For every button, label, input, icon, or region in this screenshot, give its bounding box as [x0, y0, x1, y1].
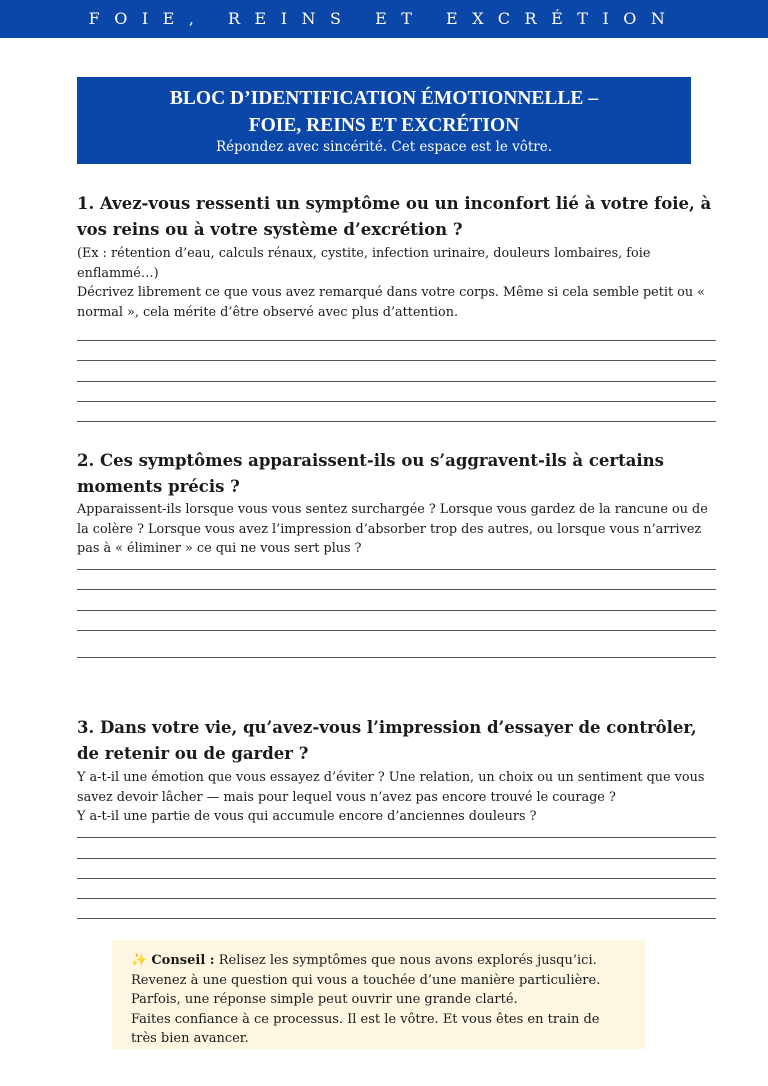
title-box — [77, 77, 691, 164]
answer-line[interactable] — [77, 589, 716, 590]
answer-line[interactable] — [77, 657, 716, 658]
question-3-followup: Y a-t-il une partie de vous qui accumule encore d’anciennes douleurs ? — [77, 809, 537, 824]
tip-box — [112, 940, 645, 1049]
answer-line[interactable] — [77, 858, 716, 859]
question-1-examples: (Ex : rétention d’eau, calculs rénaux, cystite, infection urinaire, douleurs lombaires, foie enflammé…) — [77, 246, 651, 281]
sparkle-icon: ✨ — [131, 953, 148, 968]
answer-line[interactable] — [77, 569, 716, 570]
tip-line-1: Relisez les symptômes que nous avons explorés jusqu’ici. — [218, 953, 597, 968]
page-banner: FOIE, REINS ET EXCRÉTION — [0, 0, 768, 38]
tip-line-2: Revenez à une question qui vous a touchée d’une manière particulière. — [131, 972, 601, 988]
answer-line[interactable] — [77, 630, 716, 631]
question-2-title: 2. Ces symptômes apparaissent-ils ou s’aggravent-ils à certains moments précis ? — [77, 451, 664, 496]
answer-line[interactable] — [77, 340, 716, 341]
answer-line[interactable] — [77, 918, 716, 919]
question-1-title: 1. Avez-vous ressenti un symptôme ou un inconfort lié à votre foie, à vos reins ou à votre système d’excrétion ? — [77, 194, 712, 239]
answer-line[interactable] — [77, 360, 716, 361]
answer-line[interactable] — [77, 381, 716, 382]
page-title-line-2: FOIE, REINS ET EXCRÉTION — [248, 115, 520, 136]
page-title-line-1: BLOC D’IDENTIFICATION ÉMOTIONNELLE – — [169, 88, 599, 109]
question-1 — [77, 191, 717, 322]
question-2 — [77, 448, 717, 559]
question-1-instructions: Décrivez librement ce que vous avez remarqué dans votre corps. Même si cela semble petit ou « normal », cela mérite d’être observé avec plus d’attention. — [77, 285, 706, 320]
tip-label: Conseil : — [151, 953, 215, 968]
answer-line[interactable] — [77, 898, 716, 899]
tip-first-line — [131, 951, 627, 971]
tip-line-3: Parfois, une réponse simple peut ouvrir une grande clarté. — [131, 992, 518, 1007]
tip-line-4: Faites confiance à ce processus. Il est le vôtre. Et vous êtes en train de très bien avancer. — [131, 1011, 600, 1046]
question-3-title: 3. Dans votre vie, qu’avez-vous l’impression d’essayer de contrôler, de retenir ou de garder ? — [77, 718, 697, 763]
page-subtitle: Répondez avec sincérité. Cet espace est le vôtre. — [215, 139, 553, 155]
answer-line[interactable] — [77, 878, 716, 879]
question-2-instructions: Apparaissent-ils lorsque vous vous sentez surchargée ? Lorsque vous gardez de la rancune ou de la colère ? Lorsque vous avez l’impression d’absorber trop des autres, ou lorsque vous n’arrivez pas à « éliminer » ce qui ne vous sert plus ? — [77, 502, 708, 556]
answer-line[interactable] — [77, 421, 716, 422]
question-3-instructions: Y a-t-il une émotion que vous essayez d’éviter ? Une relation, un choix ou un sentiment que vous savez devoir lâcher — mais pour lequel vous n’avez pas encore trouvé le courage ? — [77, 770, 705, 805]
question-3 — [77, 715, 717, 827]
answer-line[interactable] — [77, 610, 716, 611]
answer-line[interactable] — [77, 837, 716, 838]
answer-line[interactable] — [77, 401, 716, 402]
